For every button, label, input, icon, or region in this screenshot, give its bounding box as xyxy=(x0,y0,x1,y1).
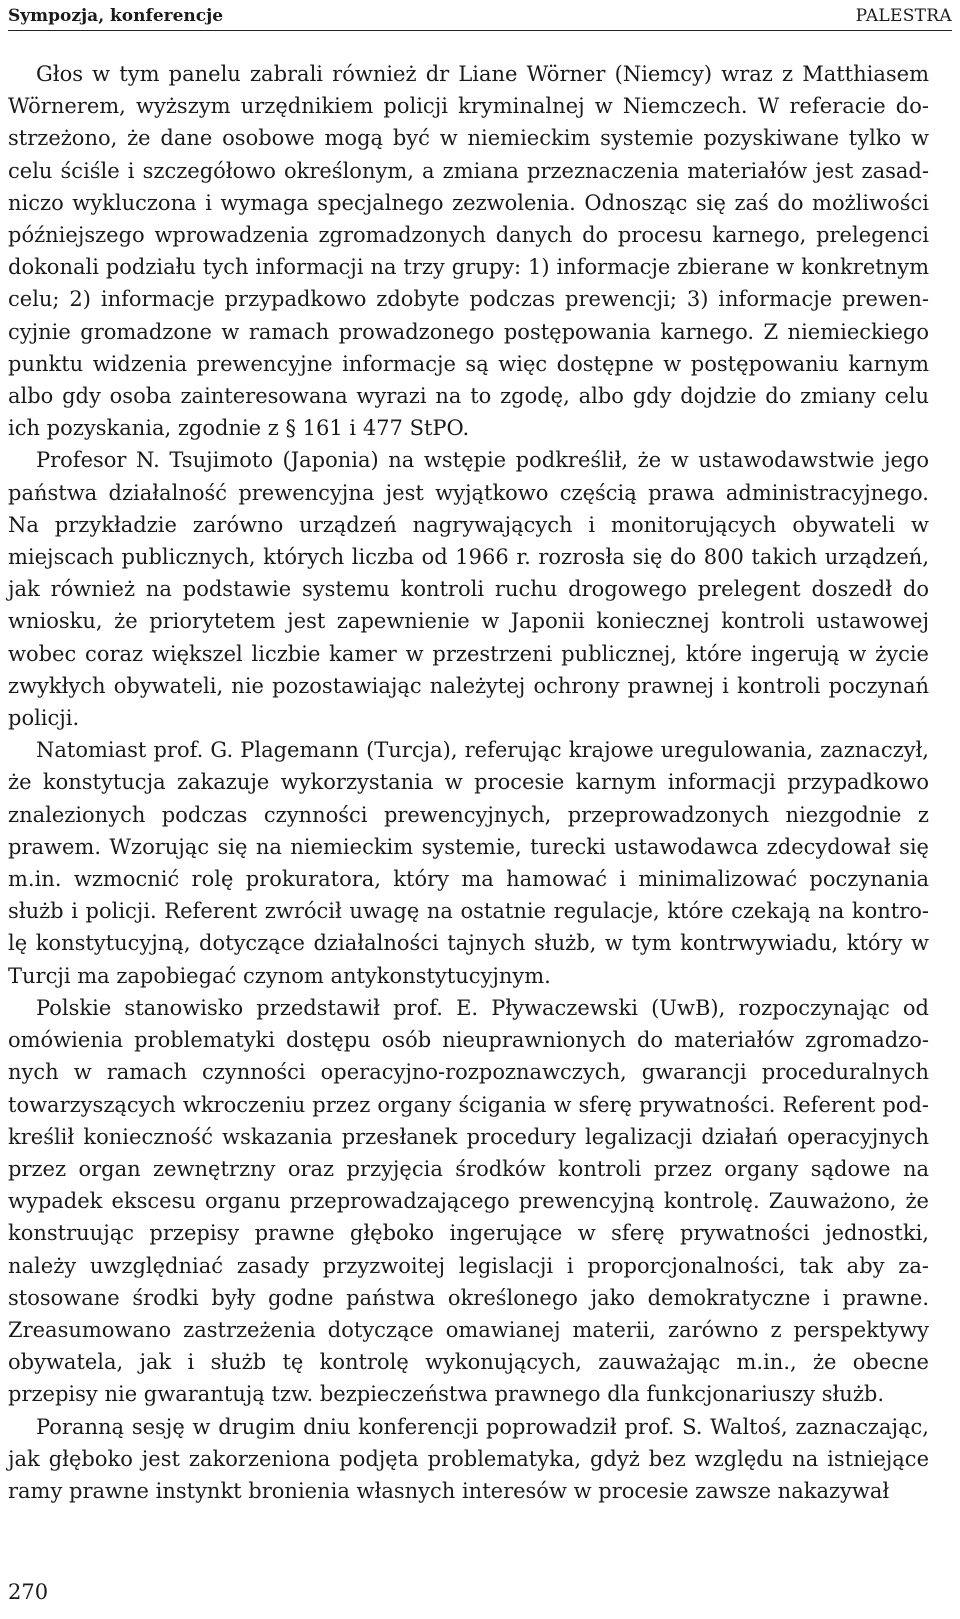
paragraph-plagemann: Natomiast prof. G. Plagemann (Turcja), referując krajowe uregulowania, zaznaczył, że konstytucja zakazuje wykorzystania w procesie karnym informacji przypadkowo znalezionych podczas czynności prewencyjnych, przeprowadzonych niezgodnie z prawem. Wzorując się na niemieckim systemie, turecki ustawodawca zdecydował się m.in. wzmocnić rolę prokuratora, który ma hamować i minimalizować poczynania służb i policji. Referent zwrócił uwagę na ostatnie regulacje, które czekają na kontrolę konstytucyjną, dotyczące działalności tajnych służb, w tym kontrwywiadu, który w Turcji ma zapobiegać czynom antykonstytucyjnym. xyxy=(8,738,929,988)
journal-name: PALESTRA xyxy=(855,6,952,26)
paragraph-worner: Głos w tym panelu zabrali również dr Liane Wörner (Niemcy) wraz z Matthiasem Wörnerem, wyższym urzędnikiem policji kryminalnej w Niemczech. W referacie dostrzeżono, że dane osobowe mogą być w niemieckim systemie pozyskiwane tylko w celu ściśle i szczegółowo określonym, a zmiana przeznaczenia materiałów jest zasadniczo wykluczona i wymaga specjalnego zezwolenia. Odnosząc się zaś do możliwości późniejszego wprowadzenia zgromadzonych danych do procesu karnego, prelegenci dokonali podziału tych informacji na trzy grupy: 1) informacje zbierane w konkretnym celu; 2) informacje przypadkowo zdobyte podczas prewencji; 3) informacje prewencyjnie gromadzone w ramach prowadzonego postępowania karnego. Z niemieckiego punktu widzenia prewencyjne informacje są więc dostępne w postępowaniu karnym albo gdy osoba zainteresowana wyrazi na to zgodę, albo gdy dojdzie do zmiany celu ich pozyskania, zgodnie z § 161 i 477 StPO. xyxy=(8,62,929,441)
article-body xyxy=(8,58,929,1507)
section-title: Sympozja, konferencje xyxy=(8,6,224,26)
paragraph-plywaczewski: Polskie stanowisko przedstawił prof. E. Pływaczewski (UwB), rozpoczynając od omówienia problematyki dostępu osób nieuprawnionych do materiałów zgromadzonych w ramach czynności operacyjno-rozpoznawczych, gwarancji proceduralnych towarzyszących wkroczeniu przez organy ścigania w sferę prywatności. Referent podkreślił konieczność wskazania przesłanek procedury legalizacji działań operacyjnych przez organ zewnętrzny oraz przyjęcia środków kontroli przez organy sądowe na wypadek ekscesu organu przeprowadzającego prewencyjną kontrolę. Zauważono, że konstruując przepisy prawne głęboko ingerujące w sferę prywatności jednostki, należy uwzględniać zasady przyzwoitej legislacji i proporcjonalności, tak aby zastosowane środki były godne państwa określonego jako demokratyczne i prawne. Zreasumowano zastrzeżenia dotyczące omawianej materii, zarówno z perspektywy obywatela, jak i służb tę kontrolę wykonujących, zauważając m.in., że obecne przepisy nie gwarantują tzw. bezpieczeństwa prawnego dla funkcjonariuszy służb. xyxy=(8,995,929,1407)
page-number: 270 xyxy=(8,1580,49,1604)
paragraph-tsujimoto: Profesor N. Tsujimoto (Japonia) na wstępie podkreślił, że w ustawodawstwie jego państwa działalność prewencyjna jest wyjątkowo częścią prawa administracyjnego. Na przykładzie zarówno urządzeń nagrywających i monitorujących obywateli w miejscach publicznych, których liczba od 1966 r. rozrosła się do 800 takich urządzeń, jak również na podstawie systemu kontroli ruchu drogowego prelegent doszedł do wniosku, że priorytetem jest zapewnienie w Japonii koniecznej kontroli ustawowej wobec coraz większel liczbie kamer w przestrzeni publicznej, które ingerują w życie zwykłych obywateli, nie pozostawiając należytej ochrony prawnej i kontroli poczynań policji. xyxy=(8,448,929,731)
paragraph-waltos: Poranną sesję w drugim dniu konferencji poprowadził prof. S. Waltoś, zaznaczając, jak głęboko jest zakorzeniona podjęta problematyka, gdyż bez względu na istniejące ramy prawne instynkt bronienia własnych interesów w procesie zawsze nakazywał xyxy=(8,1414,929,1503)
running-head xyxy=(8,4,952,31)
